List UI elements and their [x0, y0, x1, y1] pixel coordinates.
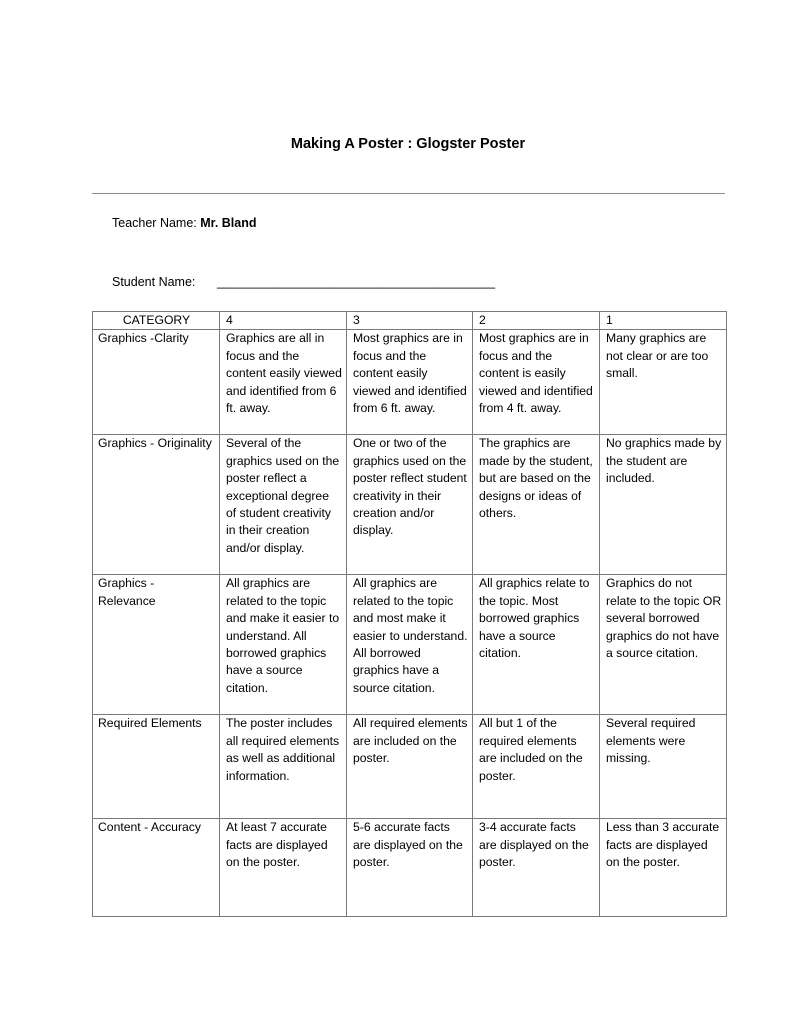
score-2-cell: Most graphics are in focus and the content is easily viewed and identified from 4 ft. away.: [473, 330, 600, 435]
score-2-cell: All but 1 of the required elements are included on the poster.: [473, 715, 600, 819]
teacher-name-line: [112, 216, 257, 230]
score-1-cell: Less than 3 accurate facts are displayed on the poster.: [600, 819, 727, 917]
category-cell: Graphics -Clarity: [93, 330, 220, 435]
student-label: Student Name:: [112, 275, 196, 289]
teacher-name: Mr. Bland: [200, 216, 257, 230]
score-3-cell: All graphics are related to the topic and most make it easier to understand. All borrowed graphics have a source citation.: [347, 575, 473, 715]
score-4-cell: At least 7 accurate facts are displayed on the poster.: [220, 819, 347, 917]
student-name-blank: ________________________________________: [217, 275, 496, 289]
header-score-2: 2: [473, 312, 600, 330]
category-cell: Graphics - Originality: [93, 435, 220, 575]
student-name-line: [112, 275, 496, 289]
score-1-cell: Several required elements were missing.: [600, 715, 727, 819]
score-3-cell: One or two of the graphics used on the poster reflect student creativity in their creation and/or display.: [347, 435, 473, 575]
score-1-cell: Graphics do not relate to the topic OR several borrowed graphics do not have a source citation.: [600, 575, 727, 715]
header-score-3: 3: [347, 312, 473, 330]
score-1-cell: No graphics made by the student are included.: [600, 435, 727, 575]
teacher-label: Teacher Name:: [112, 216, 197, 230]
header-category: CATEGORY: [93, 312, 220, 330]
score-3-cell: All required elements are included on the poster.: [347, 715, 473, 819]
category-cell: Graphics - Relevance: [93, 575, 220, 715]
category-cell: Required Elements: [93, 715, 220, 819]
rubric-header-row: [93, 312, 727, 330]
rubric-row-graphics-originality: [93, 435, 727, 575]
rubric-row-content-accuracy: [93, 819, 727, 917]
header-score-4: 4: [220, 312, 347, 330]
score-2-cell: The graphics are made by the student, but are based on the designs or ideas of others.: [473, 435, 600, 575]
score-3-cell: Most graphics are in focus and the content easily viewed and identified from 6 ft. away.: [347, 330, 473, 435]
score-4-cell: Graphics are all in focus and the content easily viewed and identified from 6 ft. away.: [220, 330, 347, 435]
score-2-cell: 3-4 accurate facts are displayed on the poster.: [473, 819, 600, 917]
score-3-cell: 5-6 accurate facts are displayed on the poster.: [347, 819, 473, 917]
header-score-1: 1: [600, 312, 727, 330]
rubric-table: [92, 311, 727, 917]
rubric-row-graphics-clarity: [93, 330, 727, 435]
category-cell: Content - Accuracy: [93, 819, 220, 917]
rubric-row-required-elements: [93, 715, 727, 819]
score-4-cell: The poster includes all required elements as well as additional information.: [220, 715, 347, 819]
document-title: Making A Poster : Glogster Poster: [290, 136, 526, 152]
rubric-row-graphics-relevance: [93, 575, 727, 715]
score-2-cell: All graphics relate to the topic. Most borrowed graphics have a source citation.: [473, 575, 600, 715]
score-4-cell: All graphics are related to the topic and make it easier to understand. All borrowed graphics have a source citation.: [220, 575, 347, 715]
score-4-cell: Several of the graphics used on the poster reflect a exceptional degree of student creativity in their creation and/or display.: [220, 435, 347, 575]
score-1-cell: Many graphics are not clear or are too small.: [600, 330, 727, 435]
title-divider: [92, 193, 725, 194]
